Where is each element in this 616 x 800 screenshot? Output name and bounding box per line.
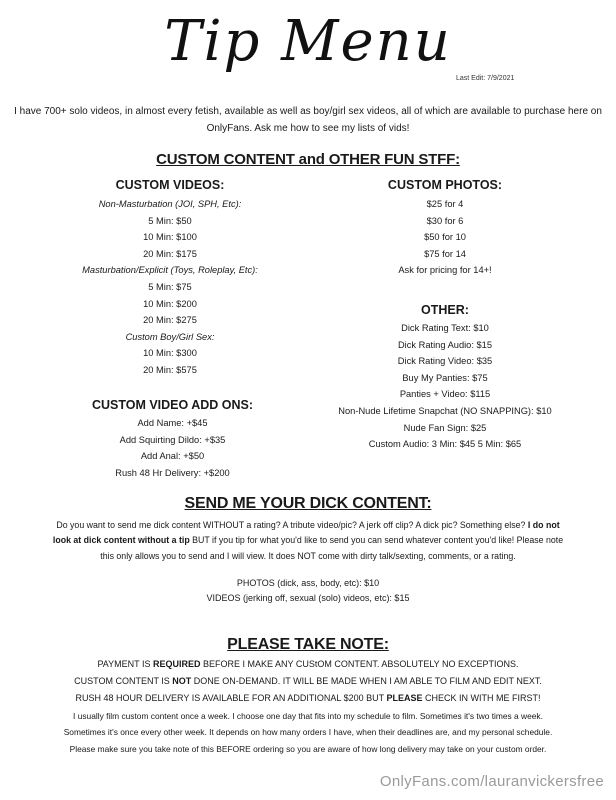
- menu-line: Non-Nude Lifetime Snapchat (NO SNAPPING): $10: [338, 405, 552, 416]
- menu-line: Nude Fan Sign: $25: [403, 422, 487, 433]
- menu-line: 10 Min: $200: [143, 298, 197, 309]
- menu-line: $30 for 6: [426, 215, 464, 226]
- menu-line: Masturbation/Explicit (Toys, Roleplay, Etc):: [82, 265, 258, 276]
- intro-text: I have 700+ solo videos, in almost every fetish, available as well as boy/girl sex videos, all of which are available to purchase here on OnlyFans. Ask me how to see my lists of vids!: [14, 106, 602, 134]
- other-list: [310, 320, 580, 453]
- menu-line: $75 for 14: [424, 248, 466, 259]
- other-title: OTHER:: [421, 303, 469, 317]
- note-line-payment-a: PAYMENT IS: [97, 659, 153, 669]
- note-line-on-demand-c: DONE ON-DEMAND. IT WILL BE MADE WHEN I AM ABLE TO FILM AND EDIT NEXT.: [191, 676, 542, 687]
- note-line-payment-b: REQUIRED: [152, 659, 201, 669]
- send-content-paragraph: [48, 518, 568, 564]
- send-paragraph-part-2: BUT if you tip for what you'd like to send you can send whatever content you'd like! Please note this only allows you to send and I will view. It does NOT come with dirty talk/sexting, comments, or a rating.: [100, 535, 564, 561]
- menu-line: Non-Masturbation (JOI, SPH, Etc):: [98, 199, 242, 209]
- menu-line: 10 Min: $300: [143, 348, 197, 359]
- menu-line: Custom Audio: 3 Min: $45 5 Min: $65: [368, 439, 522, 450]
- menu-line: 5 Min: $75: [148, 281, 192, 292]
- custom-photos-title: CUSTOM PHOTOS:: [387, 178, 503, 192]
- note-schedule-2: Sometimes it's once every other week. It depends on how many orders I have, when their deadlines are, and my personal schedule.: [63, 727, 553, 738]
- note-body: [0, 656, 616, 757]
- menu-line: Buy My Panties: $75: [402, 372, 488, 383]
- last-edit-date: Last Edit: 7/9/2021: [456, 75, 515, 82]
- add-ons-title: CUSTOM VIDEO ADD ONS:: [91, 398, 254, 412]
- custom-videos-title: CUSTOM VIDEOS:: [115, 178, 225, 192]
- menu-line: Custom Boy/Girl Sex:: [125, 331, 215, 342]
- note-line-rush-a: RUSH 48 HOUR DELIVERY IS AVAILABLE FOR AN ADDITIONAL $200 BUT: [75, 693, 387, 704]
- menu-line: 5 Min: $50: [148, 215, 192, 226]
- send-paragraph-bold: I do not look at dick content without a tip: [52, 520, 560, 546]
- note-line-payment: [0, 656, 616, 673]
- note-line-on-demand-b: NOT: [172, 676, 192, 687]
- menu-line: Panties + Video: $115: [399, 389, 491, 400]
- custom-content-heading: CUSTOM CONTENT and OTHER FUN STFF:: [156, 151, 460, 168]
- menu-line: Add Squirting Dildo: +$35: [119, 434, 226, 445]
- menu-line: 20 Min: $175: [143, 248, 197, 259]
- send-prices: [48, 576, 568, 607]
- note-line-on-demand-a: CUSTOM CONTENT IS: [74, 676, 173, 687]
- note-line-rush-b: PLEASE: [386, 693, 423, 704]
- note-schedule-3: Please make sure you take note of this BEFORE ordering so you are aware of how long delivery may take on your custom order.: [69, 743, 547, 754]
- menu-line: $50 for 10: [424, 232, 466, 243]
- menu-line: 20 Min: $575: [143, 364, 197, 375]
- note-line-payment-c: BEFORE I MAKE ANY CUStOM CONTENT. ABSOLUTELY NO EXCEPTIONS.: [200, 659, 519, 669]
- menu-line: Rush 48 Hr Delivery: +$200: [115, 467, 230, 478]
- add-ons-list: [60, 415, 285, 481]
- note-line-on-demand: [0, 673, 616, 690]
- menu-line: $25 for 4: [426, 199, 464, 209]
- menu-line: Dick Rating Audio: $15: [397, 339, 493, 350]
- menu-line: 20 Min: $275: [143, 315, 197, 326]
- custom-videos-list: [60, 196, 280, 379]
- menu-line: Dick Rating Text: $10: [401, 323, 489, 333]
- send-paragraph-part-1: Do you want to send me dick content WITHOUT a rating? A tribute video/pic? A jerk off clip? A dick pic? Something else?: [56, 520, 528, 530]
- menu-line: 10 Min: $100: [143, 232, 197, 243]
- photos-price: PHOTOS (dick, ass, body, etc): $10: [236, 578, 380, 588]
- note-line-rush-c: CHECK IN WITH ME FIRST!: [422, 693, 541, 704]
- menu-line: Dick Rating Video: $35: [397, 356, 493, 367]
- menu-line: Add Anal: +$50: [140, 451, 205, 462]
- take-note-heading: PLEASE TAKE NOTE:: [227, 636, 389, 653]
- menu-line: Ask for pricing for 14+!: [398, 265, 492, 276]
- page-title: Tip Menu: [164, 9, 452, 74]
- videos-price: VIDEOS (jerking off, sexual (solo) videos, etc): $15: [206, 593, 410, 604]
- send-content-heading: SEND ME YOUR DICK CONTENT:: [184, 495, 432, 512]
- custom-photos-list: [340, 196, 550, 279]
- watermark: OnlyFans.com/lauranvickersfree: [379, 773, 604, 790]
- note-line-rush: [0, 690, 616, 707]
- note-schedule-1: I usually film custom content once a week. I choose one day that fits into my schedule to film. Sometimes it's two times a week.: [73, 710, 543, 721]
- menu-line: Add Name: +$45: [137, 418, 208, 428]
